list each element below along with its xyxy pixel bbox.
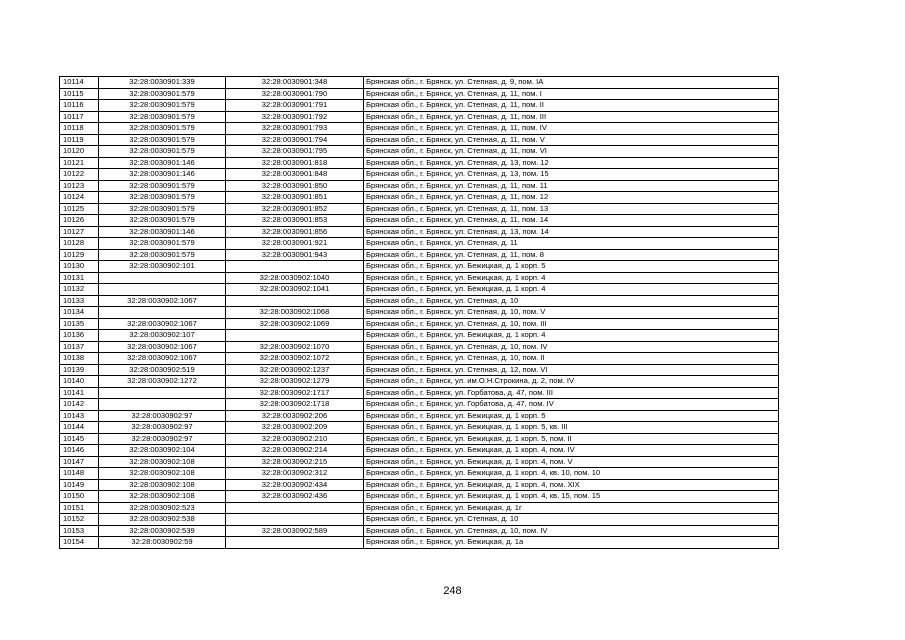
address-cell: Брянская обл., г. Брянск, ул. Степная, д. 11, пом. I: [364, 88, 779, 100]
row-number-cell: 10140: [60, 376, 99, 388]
address-cell: Брянская обл., г. Брянск, ул. Бежицкая, д. 1г: [364, 502, 779, 514]
premises-number-cell: 32:28:0030902:434: [226, 479, 364, 491]
premises-number-cell: [226, 261, 364, 273]
row-number-cell: 10117: [60, 111, 99, 123]
address-cell: Брянская обл., г. Брянск, ул. Бежицкая, д. 1а: [364, 537, 779, 549]
parcel-number-cell: 32:28:0030902:104: [99, 445, 226, 457]
table-row: [60, 479, 779, 491]
parcel-number-cell: 32:28:0030902:97: [99, 433, 226, 445]
parcel-number-cell: 32:28:0030902:108: [99, 468, 226, 480]
parcel-number-cell: 32:28:0030902:539: [99, 525, 226, 537]
premises-number-cell: 32:28:0030902:1040: [226, 272, 364, 284]
address-cell: Брянская обл., г. Брянск, ул. Степная, д. 10, пом. III: [364, 318, 779, 330]
table-row: [60, 376, 779, 388]
premises-number-cell: 32:28:0030901:856: [226, 226, 364, 238]
table-row: [60, 192, 779, 204]
address-cell: Брянская обл., г. Брянск, ул. Степная, д. 13, пом. 15: [364, 169, 779, 181]
row-number-cell: 10150: [60, 491, 99, 503]
row-number-cell: 10133: [60, 295, 99, 307]
row-number-cell: 10118: [60, 123, 99, 135]
address-cell: Брянская обл., г. Брянск, ул. Степная, д. 11, пом. VI: [364, 146, 779, 158]
row-number-cell: 10125: [60, 203, 99, 215]
address-cell: Брянская обл., г. Брянск, ул. Степная, д. 13, пом. 14: [364, 226, 779, 238]
table-row: [60, 456, 779, 468]
table-row: [60, 203, 779, 215]
premises-number-cell: [226, 330, 364, 342]
address-cell: Брянская обл., г. Брянск, ул. им.О.Н.Строкина, д. 2, пом. IV: [364, 376, 779, 388]
row-number-cell: 10154: [60, 537, 99, 549]
table-row: [60, 295, 779, 307]
table-row: [60, 410, 779, 422]
premises-number-cell: 32:28:0030902:215: [226, 456, 364, 468]
premises-number-cell: 32:28:0030902:209: [226, 422, 364, 434]
row-number-cell: 10119: [60, 134, 99, 146]
parcel-number-cell: 32:28:0030902:523: [99, 502, 226, 514]
premises-number-cell: 32:28:0030901:795: [226, 146, 364, 158]
address-cell: Брянская обл., г. Брянск, ул. Степная, д. 11: [364, 238, 779, 250]
premises-number-cell: 32:28:0030901:851: [226, 192, 364, 204]
parcel-number-cell: 32:28:0030902:1067: [99, 353, 226, 365]
row-number-cell: 10146: [60, 445, 99, 457]
premises-number-cell: 32:28:0030901:848: [226, 169, 364, 181]
parcel-number-cell: 32:28:0030901:579: [99, 100, 226, 112]
address-cell: Брянская обл., г. Брянск, ул. Степная, д. 11, пом. IV: [364, 123, 779, 135]
premises-number-cell: 32:28:0030902:436: [226, 491, 364, 503]
parcel-number-cell: 32:28:0030901:579: [99, 215, 226, 227]
parcel-number-cell: 32:28:0030902:519: [99, 364, 226, 376]
table-row: [60, 364, 779, 376]
parcel-number-cell: 32:28:0030901:579: [99, 123, 226, 135]
row-number-cell: 10149: [60, 479, 99, 491]
table-row: [60, 330, 779, 342]
parcel-number-cell: [99, 272, 226, 284]
row-number-cell: 10129: [60, 249, 99, 261]
premises-number-cell: 32:28:0030902:1068: [226, 307, 364, 319]
parcel-number-cell: 32:28:0030901:579: [99, 134, 226, 146]
row-number-cell: 10130: [60, 261, 99, 273]
table-row: [60, 514, 779, 526]
address-cell: Брянская обл., г. Брянск, ул. Бежицкая, д. 1 корп. 4: [364, 272, 779, 284]
address-cell: Брянская обл., г. Брянск, ул. Степная, д. 11, пом. V: [364, 134, 779, 146]
parcel-number-cell: 32:28:0030902:108: [99, 479, 226, 491]
premises-number-cell: 32:28:0030901:794: [226, 134, 364, 146]
parcel-number-cell: 32:28:0030901:579: [99, 238, 226, 250]
row-number-cell: 10123: [60, 180, 99, 192]
address-cell: Брянская обл., г. Брянск, ул. Степная, д. 10: [364, 514, 779, 526]
page-number: 248: [443, 585, 462, 597]
row-number-cell: 10126: [60, 215, 99, 227]
table-row: [60, 353, 779, 365]
row-number-cell: 10121: [60, 157, 99, 169]
table-row: [60, 238, 779, 250]
address-cell: Брянская обл., г. Брянск, ул. Бежицкая, д. 1 корп. 5, пом. II: [364, 433, 779, 445]
parcel-number-cell: 32:28:0030901:339: [99, 77, 226, 89]
address-cell: Брянская обл., г. Брянск, ул. Бежицкая, д. 1 корп. 5: [364, 410, 779, 422]
address-cell: Брянская обл., г. Брянск, ул. Степная, д. 11, пом. 12: [364, 192, 779, 204]
premises-number-cell: 32:28:0030902:1069: [226, 318, 364, 330]
premises-number-cell: 32:28:0030902:589: [226, 525, 364, 537]
parcel-number-cell: 32:28:0030902:97: [99, 410, 226, 422]
premises-number-cell: 32:28:0030901:791: [226, 100, 364, 112]
row-number-cell: 10116: [60, 100, 99, 112]
parcel-number-cell: 32:28:0030902:1067: [99, 318, 226, 330]
parcel-number-cell: [99, 399, 226, 411]
table-row: [60, 307, 779, 319]
premises-number-cell: 32:28:0030901:348: [226, 77, 364, 89]
row-number-cell: 10143: [60, 410, 99, 422]
address-cell: Брянская обл., г. Брянск, ул. Степная, д. 10, пом. V: [364, 307, 779, 319]
parcel-number-cell: 32:28:0030901:579: [99, 180, 226, 192]
table-row: [60, 491, 779, 503]
address-cell: Брянская обл., г. Брянск, ул. Бежицкая, д. 1 корп. 4, кв. 10, пом. 10: [364, 468, 779, 480]
premises-number-cell: 32:28:0030902:1237: [226, 364, 364, 376]
parcel-number-cell: 32:28:0030901:579: [99, 111, 226, 123]
table-row: [60, 146, 779, 158]
address-cell: Брянская обл., г. Брянск, ул. Степная, д. 11, пом. 11: [364, 180, 779, 192]
premises-number-cell: [226, 502, 364, 514]
row-number-cell: 10145: [60, 433, 99, 445]
address-cell: Брянская обл., г. Брянск, ул. Бежицкая, д. 1 корп. 4, пом. IV: [364, 445, 779, 457]
parcel-number-cell: 32:28:0030902:1272: [99, 376, 226, 388]
parcel-number-cell: 32:28:0030902:538: [99, 514, 226, 526]
parcel-number-cell: 32:28:0030901:579: [99, 146, 226, 158]
parcel-number-cell: [99, 307, 226, 319]
row-number-cell: 10153: [60, 525, 99, 537]
table-row: [60, 468, 779, 480]
table-row: [60, 123, 779, 135]
parcel-number-cell: 32:28:0030902:108: [99, 491, 226, 503]
row-number-cell: 10131: [60, 272, 99, 284]
premises-number-cell: 32:28:0030901:852: [226, 203, 364, 215]
premises-number-cell: 32:28:0030902:210: [226, 433, 364, 445]
premises-number-cell: 32:28:0030902:1718: [226, 399, 364, 411]
parcel-number-cell: 32:28:0030901:146: [99, 169, 226, 181]
table-row: [60, 318, 779, 330]
table-row: [60, 77, 779, 89]
premises-number-cell: 32:28:0030902:312: [226, 468, 364, 480]
address-cell: Брянская обл., г. Брянск, ул. Степная, д. 11, пом. II: [364, 100, 779, 112]
address-cell: Брянская обл., г. Брянск, ул. Бежицкая, д. 1 корп. 4, пом. XIX: [364, 479, 779, 491]
row-number-cell: 10114: [60, 77, 99, 89]
premises-number-cell: 32:28:0030901:943: [226, 249, 364, 261]
row-number-cell: 10134: [60, 307, 99, 319]
address-cell: Брянская обл., г. Брянск, ул. Степная, д. 11, пом. III: [364, 111, 779, 123]
premises-number-cell: [226, 295, 364, 307]
address-cell: Брянская обл., г. Брянск, ул. Горбатова, д. 47, пом. IV: [364, 399, 779, 411]
address-cell: Брянская обл., г. Брянск, ул. Бежицкая, д. 1 корп. 4, кв. 15, пом. 15: [364, 491, 779, 503]
parcel-number-cell: [99, 387, 226, 399]
table-row: [60, 387, 779, 399]
parcel-number-cell: 32:28:0030902:107: [99, 330, 226, 342]
table-row: [60, 284, 779, 296]
table-row: [60, 445, 779, 457]
parcel-number-cell: 32:28:0030902:108: [99, 456, 226, 468]
row-number-cell: 10151: [60, 502, 99, 514]
table-row: [60, 100, 779, 112]
row-number-cell: 10138: [60, 353, 99, 365]
parcel-number-cell: 32:28:0030902:1067: [99, 341, 226, 353]
address-cell: Брянская обл., г. Брянск, ул. Горбатова, д. 47, пом. III: [364, 387, 779, 399]
address-cell: Брянская обл., г. Брянск, ул. Степная, д. 10, пом. IV: [364, 525, 779, 537]
row-number-cell: 10132: [60, 284, 99, 296]
parcel-number-cell: 32:28:0030902:59: [99, 537, 226, 549]
address-cell: Брянская обл., г. Брянск, ул. Бежицкая, д. 1 корп. 5, кв. III: [364, 422, 779, 434]
table-row: [60, 249, 779, 261]
premises-number-cell: 32:28:0030901:853: [226, 215, 364, 227]
row-number-cell: 10144: [60, 422, 99, 434]
premises-number-cell: 32:28:0030901:921: [226, 238, 364, 250]
table-row: [60, 111, 779, 123]
property-table: [59, 76, 779, 549]
parcel-number-cell: 32:28:0030902:97: [99, 422, 226, 434]
premises-number-cell: 32:28:0030902:206: [226, 410, 364, 422]
address-cell: Брянская обл., г. Брянск, ул. Степная, д. 12, пом. VI: [364, 364, 779, 376]
table-row: [60, 537, 779, 549]
premises-number-cell: 32:28:0030901:793: [226, 123, 364, 135]
row-number-cell: 10137: [60, 341, 99, 353]
premises-number-cell: [226, 514, 364, 526]
address-cell: Брянская обл., г. Брянск, ул. Бежицкая, д. 1 корп. 4: [364, 284, 779, 296]
premises-number-cell: 32:28:0030902:214: [226, 445, 364, 457]
table-row: [60, 502, 779, 514]
parcel-number-cell: 32:28:0030901:579: [99, 203, 226, 215]
address-cell: Брянская обл., г. Брянск, ул. Бежицкая, д. 1 корп. 4, пом. V: [364, 456, 779, 468]
table-row: [60, 169, 779, 181]
address-cell: Брянская обл., г. Брянск, ул. Бежицкая, д. 1 корп. 5: [364, 261, 779, 273]
premises-number-cell: 32:28:0030902:1717: [226, 387, 364, 399]
row-number-cell: 10152: [60, 514, 99, 526]
premises-number-cell: 32:28:0030901:790: [226, 88, 364, 100]
premises-number-cell: 32:28:0030902:1072: [226, 353, 364, 365]
parcel-number-cell: 32:28:0030901:146: [99, 157, 226, 169]
premises-number-cell: 32:28:0030902:1041: [226, 284, 364, 296]
address-cell: Брянская обл., г. Брянск, ул. Степная, д. 10, пом. II: [364, 353, 779, 365]
premises-number-cell: 32:28:0030901:818: [226, 157, 364, 169]
parcel-number-cell: 32:28:0030902:1067: [99, 295, 226, 307]
table-row: [60, 525, 779, 537]
parcel-number-cell: [99, 284, 226, 296]
row-number-cell: 10128: [60, 238, 99, 250]
premises-number-cell: 32:28:0030901:792: [226, 111, 364, 123]
premises-number-cell: 32:28:0030901:850: [226, 180, 364, 192]
premises-number-cell: 32:28:0030902:1279: [226, 376, 364, 388]
parcel-number-cell: 32:28:0030901:579: [99, 88, 226, 100]
parcel-number-cell: 32:28:0030901:146: [99, 226, 226, 238]
row-number-cell: 10122: [60, 169, 99, 181]
table-row: [60, 433, 779, 445]
row-number-cell: 10124: [60, 192, 99, 204]
row-number-cell: 10127: [60, 226, 99, 238]
row-number-cell: 10136: [60, 330, 99, 342]
row-number-cell: 10141: [60, 387, 99, 399]
table-row: [60, 272, 779, 284]
address-cell: Брянская обл., г. Брянск, ул. Степная, д. 13, пом. 12: [364, 157, 779, 169]
premises-number-cell: [226, 537, 364, 549]
table-row: [60, 399, 779, 411]
row-number-cell: 10147: [60, 456, 99, 468]
address-cell: Брянская обл., г. Брянск, ул. Степная, д. 10, пом. IV: [364, 341, 779, 353]
table-row: [60, 261, 779, 273]
row-number-cell: 10135: [60, 318, 99, 330]
table-row: [60, 341, 779, 353]
table-row: [60, 180, 779, 192]
row-number-cell: 10148: [60, 468, 99, 480]
parcel-number-cell: 32:28:0030901:579: [99, 192, 226, 204]
table-row: [60, 134, 779, 146]
table-row: [60, 422, 779, 434]
row-number-cell: 10120: [60, 146, 99, 158]
row-number-cell: 10142: [60, 399, 99, 411]
premises-number-cell: 32:28:0030902:1070: [226, 341, 364, 353]
address-cell: Брянская обл., г. Брянск, ул. Бежицкая, д. 1 корп. 4: [364, 330, 779, 342]
property-table-body: [60, 77, 779, 549]
address-cell: Брянская обл., г. Брянск, ул. Степная, д. 11, пом. 14: [364, 215, 779, 227]
row-number-cell: 10115: [60, 88, 99, 100]
table-row: [60, 215, 779, 227]
table-row: [60, 157, 779, 169]
address-cell: Брянская обл., г. Брянск, ул. Степная, д. 10: [364, 295, 779, 307]
parcel-number-cell: 32:28:0030902:101: [99, 261, 226, 273]
row-number-cell: 10139: [60, 364, 99, 376]
table-row: [60, 226, 779, 238]
address-cell: Брянская обл., г. Брянск, ул. Степная, д. 9, пом. IA: [364, 77, 779, 89]
parcel-number-cell: 32:28:0030901:579: [99, 249, 226, 261]
address-cell: Брянская обл., г. Брянск, ул. Степная, д. 11, пом. 13: [364, 203, 779, 215]
address-cell: Брянская обл., г. Брянск, ул. Степная, д. 11, пом. 8: [364, 249, 779, 261]
table-row: [60, 88, 779, 100]
